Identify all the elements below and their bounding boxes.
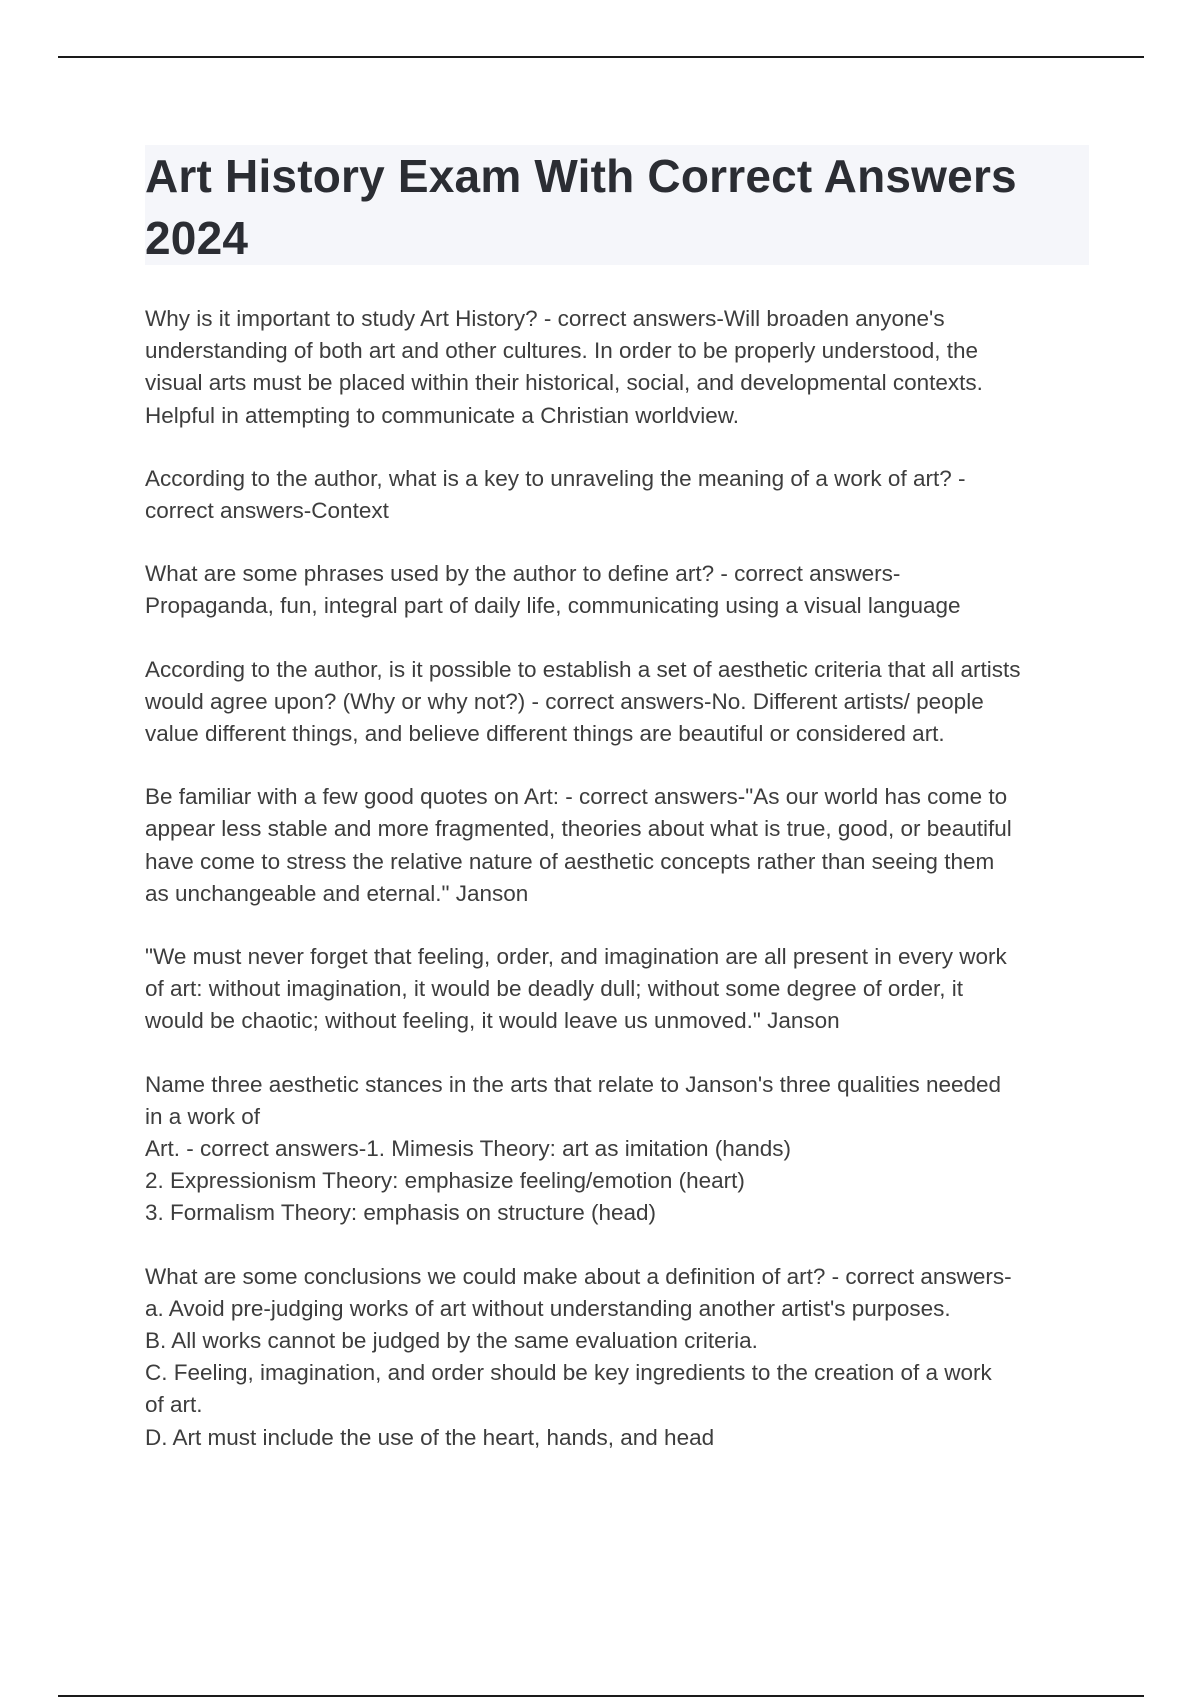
paragraph-line: Propaganda, fun, integral part of daily life, communicating using a visual language	[145, 593, 961, 619]
paragraph-line: 2. Expressionism Theory: emphasize feeling/emotion (heart)	[145, 1168, 745, 1194]
paragraph-line: What are some conclusions we could make about a definition of art? - correct answers-	[145, 1263, 1012, 1289]
paragraph-line: B. All works cannot be judged by the same evaluation criteria.	[145, 1328, 758, 1354]
paragraph-line: of art: without imagination, it would be deadly dull; without some degree of order, it	[145, 976, 963, 1002]
header-rule	[58, 56, 1144, 58]
paragraph-line: appear less stable and more fragmented, theories about what is true, good, or beautiful	[145, 816, 1012, 842]
qa-paragraph	[145, 654, 1095, 751]
paragraph-line: According to the author, is it possible to establish a set of aesthetic criteria that all artists	[145, 656, 1021, 682]
qa-paragraph	[145, 463, 1095, 527]
paragraph-line: as unchangeable and eternal." Janson	[145, 880, 529, 906]
qa-paragraph	[145, 558, 1095, 622]
paragraph-line: Name three aesthetic stances in the arts that relate to Janson's three qualities needed	[145, 1071, 1002, 1097]
document-body	[145, 303, 1095, 1485]
document-title	[145, 145, 1089, 269]
paragraph-line: value different things, and believe different things are beautiful or considered art.	[145, 721, 945, 747]
qa-paragraph	[145, 303, 1095, 432]
paragraph-line: a. Avoid pre-judging works of art without understanding another artist's purposes.	[145, 1295, 951, 1321]
qa-paragraph	[145, 1069, 1095, 1230]
qa-paragraph	[145, 941, 1095, 1038]
paragraph-line: in a work of	[145, 1103, 261, 1129]
paragraph-line: "We must never forget that feeling, order, and imagination are all present in every work	[145, 944, 1007, 970]
paragraph-line: visual arts must be placed within their historical, social, and developmental contexts.	[145, 370, 983, 396]
paragraph-line: Be familiar with a few good quotes on Art: - correct answers-"As our world has come to	[145, 784, 1008, 810]
title-line: Art History Exam With Correct Answers	[145, 150, 1017, 202]
paragraph-line: understanding of both art and other cultures. In order to be properly understood, the	[145, 338, 979, 364]
paragraph-line: correct answers-Context	[145, 498, 389, 524]
paragraph-line: According to the author, what is a key to unraveling the meaning of a work of art? -	[145, 465, 966, 491]
paragraph-line: Art. - correct answers-1. Mimesis Theory: art as imitation (hands)	[145, 1136, 792, 1162]
paragraph-line: would agree upon? (Why or why not?) - correct answers-No. Different artists/ people	[145, 688, 984, 714]
paragraph-line: C. Feeling, imagination, and order should be key ingredients to the creation of a work	[145, 1360, 992, 1386]
paragraph-line: Why is it important to study Art History? - correct answers-Will broaden anyone's	[145, 306, 945, 331]
paragraph-line: have come to stress the relative nature of aesthetic concepts rather than seeing them	[145, 848, 995, 874]
title-line: 2024	[145, 212, 249, 264]
paragraph-line: Helpful in attempting to communicate a Christian worldview.	[145, 402, 740, 428]
footer-rule	[58, 1695, 1144, 1697]
paragraph-line: What are some phrases used by the author to define art? - correct answers-	[145, 561, 901, 587]
qa-paragraph	[145, 1261, 1095, 1454]
title-block	[145, 145, 1089, 265]
paragraph-line: D. Art must include the use of the heart, hands, and head	[145, 1424, 715, 1450]
paragraph-line: 3. Formalism Theory: emphasis on structure (head)	[145, 1200, 657, 1226]
qa-paragraph	[145, 781, 1095, 910]
paragraph-line: would be chaotic; without feeling, it would leave us unmoved." Janson	[145, 1008, 840, 1034]
paragraph-line: of art.	[145, 1392, 203, 1418]
